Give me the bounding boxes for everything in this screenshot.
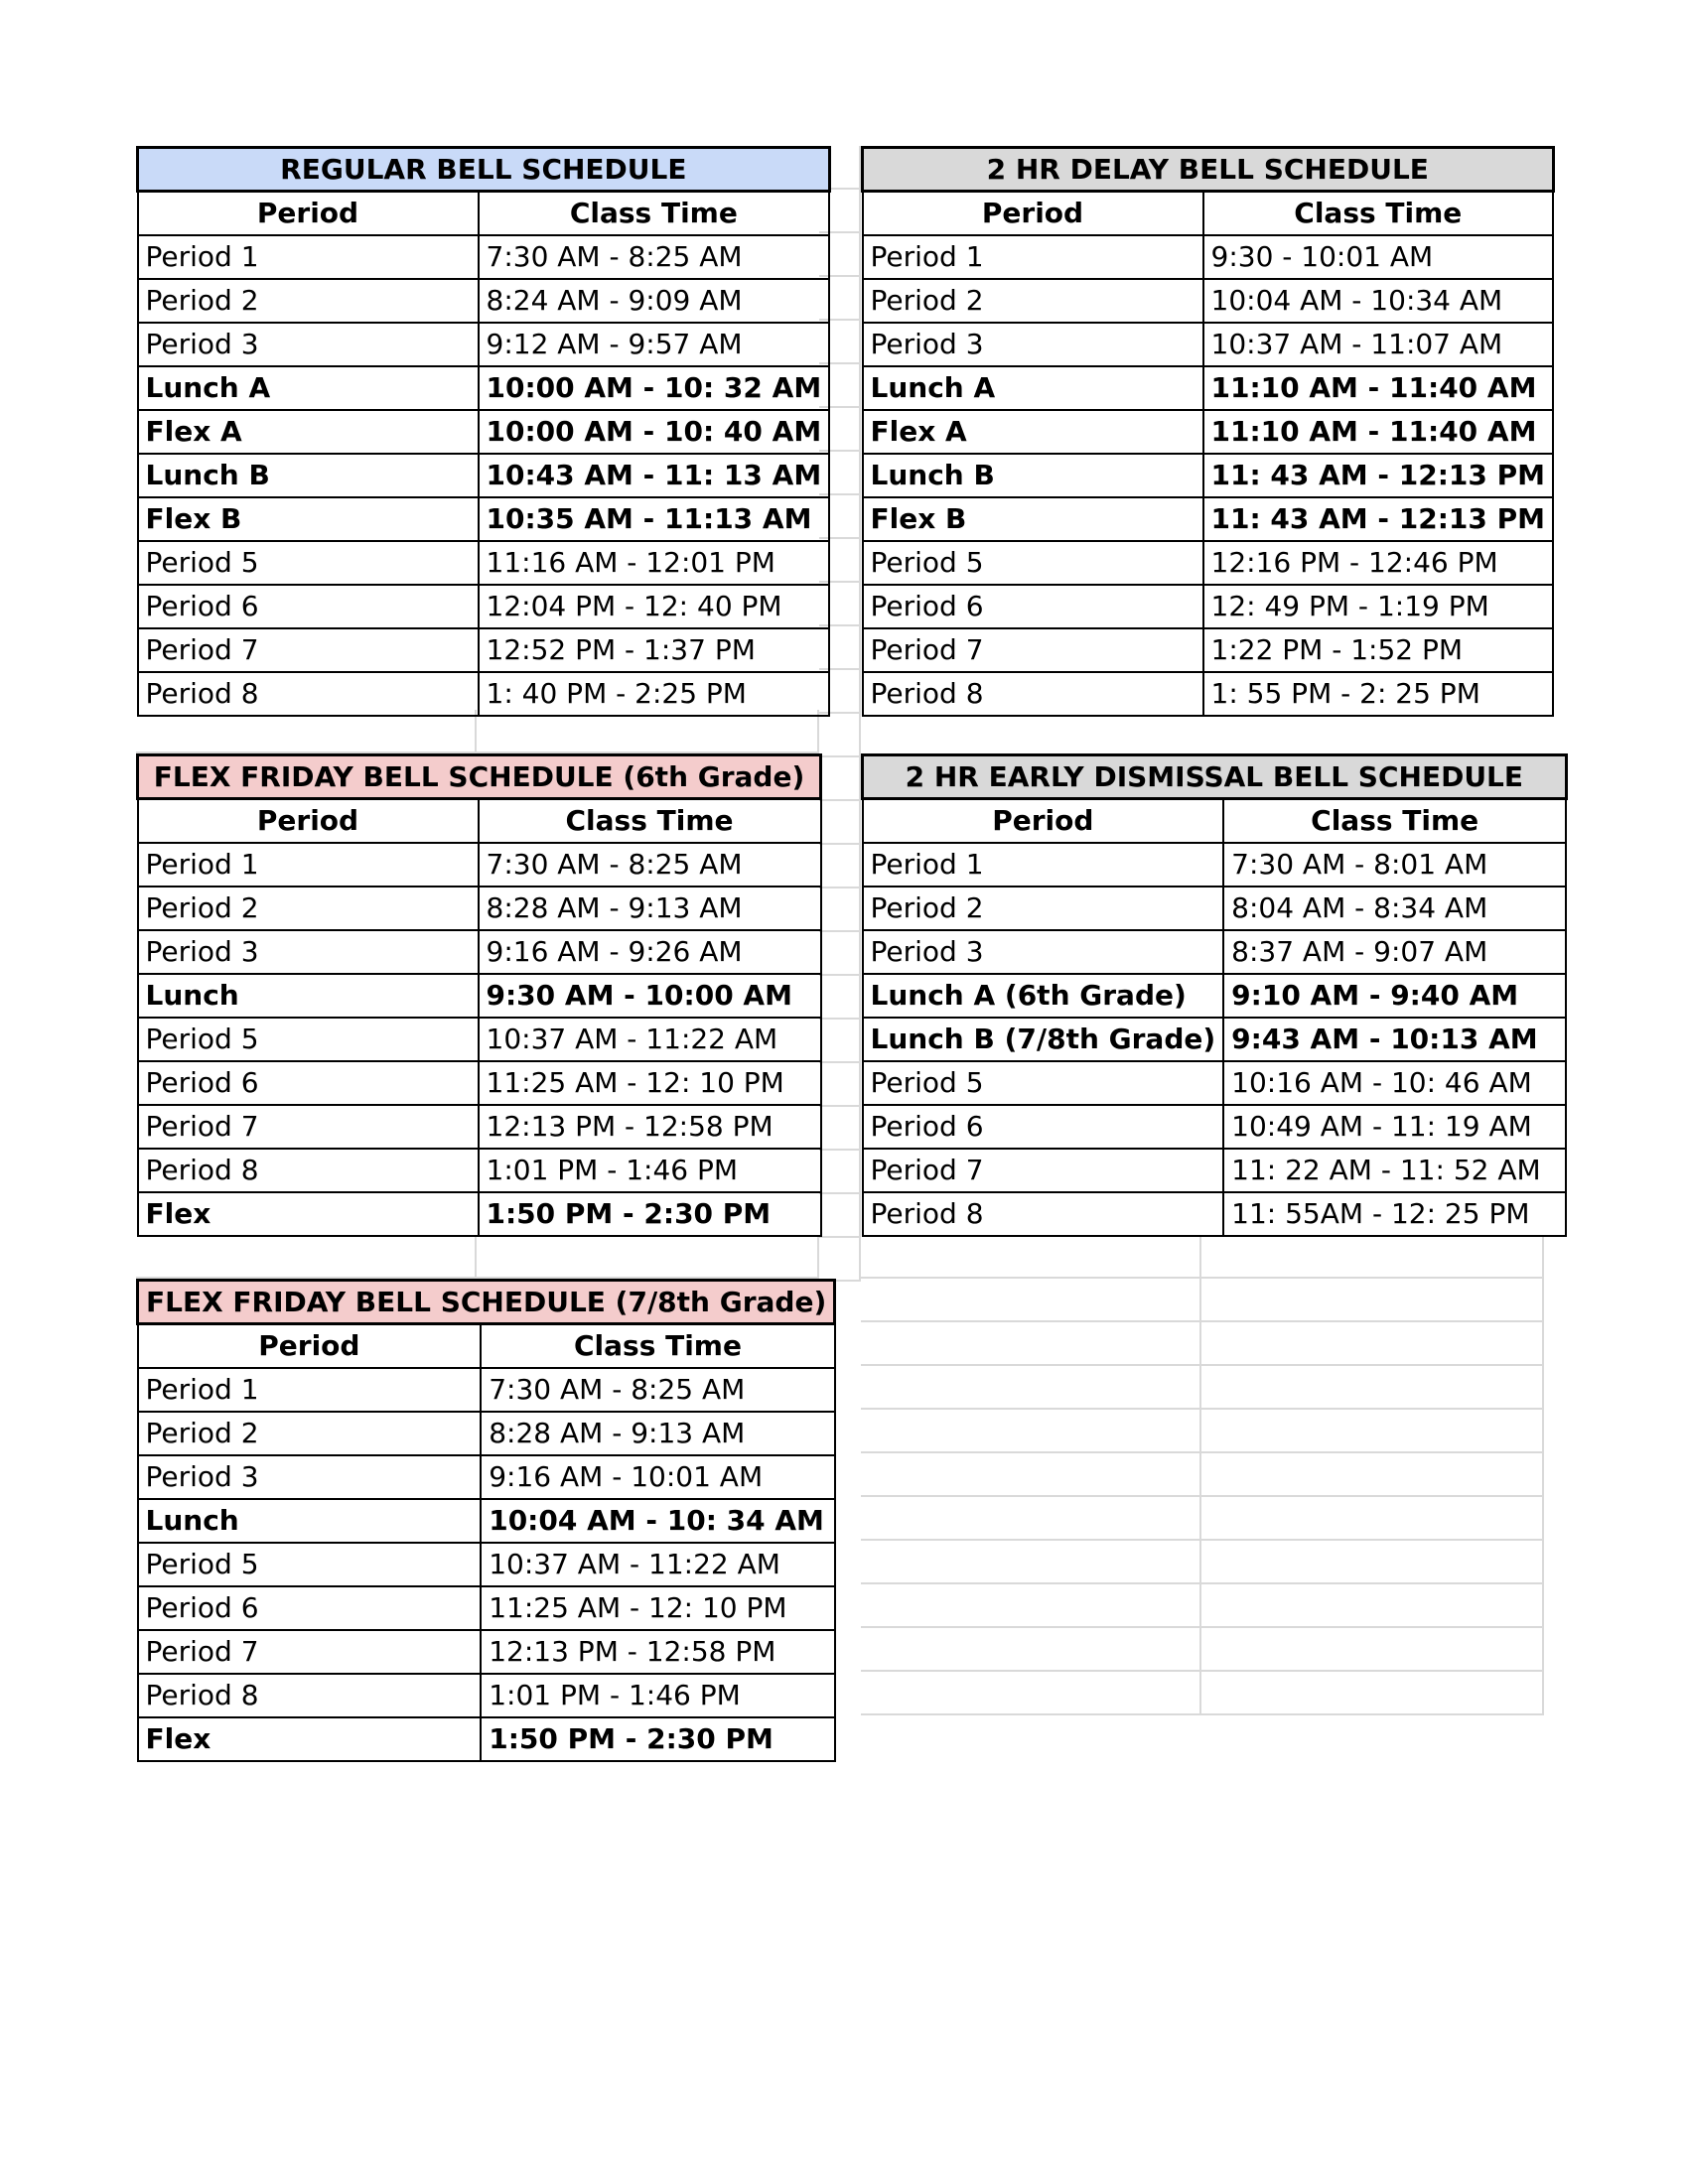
class-time-cell: 12:52 PM - 1:37 PM: [479, 628, 830, 672]
table-row: [138, 974, 821, 1018]
class-time-cell: 1:50 PM - 2:30 PM: [479, 1192, 821, 1236]
period-cell: Period 7: [863, 628, 1203, 672]
table-row: [138, 628, 830, 672]
period-cell: Period 1: [863, 843, 1224, 887]
empty-grid-cell: [819, 932, 861, 976]
schedule-title: 2 HR EARLY DISMISSAL BELL SCHEDULE: [863, 755, 1567, 799]
period-cell: Period 2: [138, 279, 479, 323]
period-cell: Period 2: [138, 887, 479, 930]
empty-grid-cell: [1201, 1584, 1544, 1628]
class-time-cell: 12:13 PM - 12:58 PM: [479, 1105, 821, 1149]
period-cell: Lunch A: [138, 366, 479, 410]
table-row: [863, 843, 1567, 887]
period-cell: Period 7: [138, 1105, 479, 1149]
class-time-cell: 1:01 PM - 1:46 PM: [479, 1149, 821, 1192]
empty-grid-cell: [1201, 1279, 1544, 1322]
table-row: [138, 235, 830, 279]
class-time-cell: 10:04 AM - 10:34 AM: [1203, 279, 1554, 323]
table-row: [138, 1499, 835, 1543]
empty-grid-cell: [1201, 1541, 1544, 1584]
empty-grid-cell: [136, 1235, 477, 1279]
class-time-cell: 7:30 AM - 8:25 AM: [479, 843, 821, 887]
period-cell: Period 1: [138, 1368, 482, 1412]
empty-grid-cell: [1201, 1497, 1544, 1541]
period-cell: Lunch A: [863, 366, 1203, 410]
period-cell: Period 5: [138, 1018, 479, 1061]
class-time-cell: 9:16 AM - 10:01 AM: [481, 1455, 835, 1499]
table-row: [138, 323, 830, 366]
class-time-cell: 1:50 PM - 2:30 PM: [481, 1717, 835, 1761]
class-time-cell: 10:35 AM - 11:13 AM: [479, 497, 830, 541]
table-row: [138, 279, 830, 323]
table-row: [138, 887, 821, 930]
period-cell: Period 7: [863, 1149, 1224, 1192]
period-cell: Period 2: [138, 1412, 482, 1455]
class-time-cell: 7:30 AM - 8:25 AM: [481, 1368, 835, 1412]
class-time-cell: 8:37 AM - 9:07 AM: [1223, 930, 1566, 974]
empty-grid-cell: [861, 1541, 1201, 1584]
period-cell: Period 8: [863, 1192, 1224, 1236]
table-row: [863, 323, 1554, 366]
empty-grid-cell: [861, 1410, 1201, 1453]
period-cell: Period 3: [138, 323, 479, 366]
empty-grid-cell: [1201, 1366, 1544, 1410]
flex-friday-6th-bell-schedule: [136, 753, 822, 1237]
table-row: [863, 541, 1554, 585]
class-time-cell: 12:13 PM - 12:58 PM: [481, 1630, 835, 1674]
schedule-title: REGULAR BELL SCHEDULE: [138, 148, 830, 192]
period-cell: Period 8: [138, 1674, 482, 1717]
class-time-cell: 10:37 AM - 11:07 AM: [1203, 323, 1554, 366]
empty-grid-cell: [861, 1453, 1201, 1497]
class-time-cell: 8:24 AM - 9:09 AM: [479, 279, 830, 323]
period-cell: Period 6: [863, 585, 1203, 628]
table-row: [138, 1543, 835, 1586]
class-time-cell: 10:00 AM - 10: 32 AM: [479, 366, 830, 410]
class-time-cell: 8:28 AM - 9:13 AM: [479, 887, 821, 930]
table-row: [863, 454, 1554, 497]
table-row: [138, 1455, 835, 1499]
class-time-cell: 11: 43 AM - 12:13 PM: [1203, 454, 1554, 497]
table-row: [138, 410, 830, 454]
table-row: [138, 1674, 835, 1717]
class-time-cell: 12: 49 PM - 1:19 PM: [1203, 585, 1554, 628]
period-cell: Period 8: [863, 672, 1203, 716]
period-cell: Period 3: [138, 1455, 482, 1499]
period-cell: Period 3: [863, 930, 1224, 974]
empty-grid-cell: [861, 1497, 1201, 1541]
period-cell: Period 3: [863, 323, 1203, 366]
period-cell: Period 8: [138, 672, 479, 716]
class-time-cell: 11:25 AM - 12: 10 PM: [479, 1061, 821, 1105]
table-row: [863, 930, 1567, 974]
period-cell: Period 5: [863, 1061, 1224, 1105]
table-row: [138, 1061, 821, 1105]
empty-grid-cell: [1201, 1322, 1544, 1366]
class-time-cell: 11:25 AM - 12: 10 PM: [481, 1586, 835, 1630]
class-time-cell: 8:04 AM - 8:34 AM: [1223, 887, 1566, 930]
class-time-cell: 7:30 AM - 8:25 AM: [479, 235, 830, 279]
class-time-cell: 10:43 AM - 11: 13 AM: [479, 454, 830, 497]
period-cell: Period 1: [138, 235, 479, 279]
period-cell: Period 5: [138, 541, 479, 585]
class-time-cell: 10:04 AM - 10: 34 AM: [481, 1499, 835, 1543]
class-time-cell: 10:37 AM - 11:22 AM: [479, 1018, 821, 1061]
class-time-cell: 9:10 AM - 9:40 AM: [1223, 974, 1566, 1018]
empty-grid-cell: [819, 1107, 861, 1151]
table-row: [138, 1105, 821, 1149]
empty-grid-cell: [477, 710, 819, 753]
table-row: [138, 1630, 835, 1674]
class-time-cell: 9:30 AM - 10:00 AM: [479, 974, 821, 1018]
class-time-cell: 1:22 PM - 1:52 PM: [1203, 628, 1554, 672]
class-time-cell: 10:37 AM - 11:22 AM: [481, 1543, 835, 1586]
period-cell: Period 6: [138, 1061, 479, 1105]
delay-bell-schedule: [861, 146, 1555, 717]
flex-friday-78th-bell-schedule: [136, 1279, 836, 1762]
class-time-cell: 10:16 AM - 10: 46 AM: [1223, 1061, 1566, 1105]
empty-grid-cell: [861, 1366, 1201, 1410]
table-row: [863, 887, 1567, 930]
table-row: [863, 1061, 1567, 1105]
period-cell: Period 5: [863, 541, 1203, 585]
schedule-title: FLEX FRIDAY BELL SCHEDULE (6th Grade): [138, 755, 821, 799]
empty-grid-cell: [136, 710, 477, 753]
period-cell: Flex: [138, 1192, 479, 1236]
class-time-cell: 9:12 AM - 9:57 AM: [479, 323, 830, 366]
table-row: [863, 410, 1554, 454]
empty-grid-cell: [819, 801, 861, 845]
empty-grid-cell: [861, 1628, 1201, 1672]
period-cell: Lunch A (6th Grade): [863, 974, 1224, 1018]
empty-grid-cell: [819, 1238, 861, 1282]
empty-grid-cell: [819, 1063, 861, 1107]
period-cell: Period 8: [138, 1149, 479, 1192]
table-row: [863, 1105, 1567, 1149]
period-cell: Period 1: [138, 843, 479, 887]
empty-grid-cell: [861, 1584, 1201, 1628]
table-row: [138, 1586, 835, 1630]
period-cell: Period 2: [863, 887, 1224, 930]
early-dismissal-bell-schedule: [861, 753, 1568, 1237]
table-row: [138, 843, 821, 887]
period-cell: Period 6: [138, 585, 479, 628]
class-time-cell: 11:16 AM - 12:01 PM: [479, 541, 830, 585]
table-row: [863, 672, 1554, 716]
table-row: [863, 628, 1554, 672]
period-cell: Lunch B: [863, 454, 1203, 497]
table-row: [863, 235, 1554, 279]
class-time-column-header: Class Time: [479, 799, 821, 843]
empty-grid-cell: [819, 757, 861, 801]
empty-grid-cell: [1201, 1453, 1544, 1497]
empty-grid-cell: [1201, 1628, 1544, 1672]
table-row: [863, 1149, 1567, 1192]
schedule-title: 2 HR DELAY BELL SCHEDULE: [863, 148, 1554, 192]
period-cell: Period 2: [863, 279, 1203, 323]
class-time-cell: 11: 22 AM - 11: 52 AM: [1223, 1149, 1566, 1192]
period-cell: Flex B: [138, 497, 479, 541]
empty-grid-cell: [819, 1020, 861, 1063]
class-time-cell: 9:30 - 10:01 AM: [1203, 235, 1554, 279]
table-row: [138, 1192, 821, 1236]
table-row: [863, 1018, 1567, 1061]
class-time-cell: 12:04 PM - 12: 40 PM: [479, 585, 830, 628]
class-time-cell: 11:10 AM - 11:40 AM: [1203, 366, 1554, 410]
table-row: [138, 1018, 821, 1061]
table-row: [138, 1717, 835, 1761]
class-time-cell: 11:10 AM - 11:40 AM: [1203, 410, 1554, 454]
class-time-column-header: Class Time: [1223, 799, 1566, 843]
regular-bell-schedule: [136, 146, 831, 717]
period-cell: Period 6: [863, 1105, 1224, 1149]
class-time-column-header: Class Time: [481, 1324, 835, 1368]
table-row: [138, 497, 830, 541]
period-cell: Flex A: [138, 410, 479, 454]
period-cell: Lunch B (7/8th Grade): [863, 1018, 1224, 1061]
period-cell: Lunch: [138, 974, 479, 1018]
period-column-header: Period: [863, 192, 1203, 235]
class-time-cell: 11: 55AM - 12: 25 PM: [1223, 1192, 1566, 1236]
empty-grid-cell: [819, 976, 861, 1020]
class-time-cell: 9:16 AM - 9:26 AM: [479, 930, 821, 974]
table-row: [863, 1192, 1567, 1236]
period-cell: Period 7: [138, 1630, 482, 1674]
period-cell: Period 7: [138, 628, 479, 672]
table-row: [138, 930, 821, 974]
class-time-cell: 1: 55 PM - 2: 25 PM: [1203, 672, 1554, 716]
empty-grid-cell: [861, 1279, 1201, 1322]
class-time-cell: 1: 40 PM - 2:25 PM: [479, 672, 830, 716]
class-time-cell: 9:43 AM - 10:13 AM: [1223, 1018, 1566, 1061]
class-time-column-header: Class Time: [1203, 192, 1554, 235]
period-cell: Period 3: [138, 930, 479, 974]
period-column-header: Period: [138, 192, 479, 235]
period-column-header: Period: [863, 799, 1224, 843]
period-cell: Period 6: [138, 1586, 482, 1630]
table-row: [863, 974, 1567, 1018]
empty-grid-cell: [819, 714, 861, 757]
table-row: [863, 585, 1554, 628]
table-row: [863, 366, 1554, 410]
class-time-cell: 10:00 AM - 10: 40 AM: [479, 410, 830, 454]
class-time-cell: 1:01 PM - 1:46 PM: [481, 1674, 835, 1717]
empty-grid-cell: [819, 1194, 861, 1238]
empty-grid-cell: [819, 845, 861, 888]
period-cell: Lunch: [138, 1499, 482, 1543]
table-row: [138, 672, 830, 716]
table-row: [138, 1412, 835, 1455]
class-time-column-header: Class Time: [479, 192, 830, 235]
empty-grid-cell: [477, 1235, 819, 1279]
table-row: [138, 1368, 835, 1412]
empty-grid-cell: [861, 1235, 1201, 1279]
period-cell: Period 1: [863, 235, 1203, 279]
empty-grid-cell: [1201, 1410, 1544, 1453]
period-cell: Flex A: [863, 410, 1203, 454]
class-time-cell: 7:30 AM - 8:01 AM: [1223, 843, 1566, 887]
empty-grid-cell: [1201, 1672, 1544, 1715]
table-row: [138, 454, 830, 497]
class-time-cell: 11: 43 AM - 12:13 PM: [1203, 497, 1554, 541]
schedule-title: FLEX FRIDAY BELL SCHEDULE (7/8th Grade): [138, 1281, 835, 1324]
period-cell: Lunch B: [138, 454, 479, 497]
table-row: [863, 279, 1554, 323]
empty-grid-cell: [861, 1322, 1201, 1366]
period-cell: Period 5: [138, 1543, 482, 1586]
empty-grid-cell: [1201, 1235, 1544, 1279]
table-row: [138, 585, 830, 628]
table-row: [863, 497, 1554, 541]
period-cell: Flex: [138, 1717, 482, 1761]
class-time-cell: 8:28 AM - 9:13 AM: [481, 1412, 835, 1455]
empty-grid-cell: [819, 1151, 861, 1194]
period-column-header: Period: [138, 1324, 482, 1368]
period-column-header: Period: [138, 799, 479, 843]
empty-grid-cell: [819, 888, 861, 932]
table-row: [138, 366, 830, 410]
period-cell: Flex B: [863, 497, 1203, 541]
class-time-cell: 12:16 PM - 12:46 PM: [1203, 541, 1554, 585]
class-time-cell: 10:49 AM - 11: 19 AM: [1223, 1105, 1566, 1149]
table-row: [138, 541, 830, 585]
table-row: [138, 1149, 821, 1192]
empty-grid-cell: [861, 1672, 1201, 1715]
